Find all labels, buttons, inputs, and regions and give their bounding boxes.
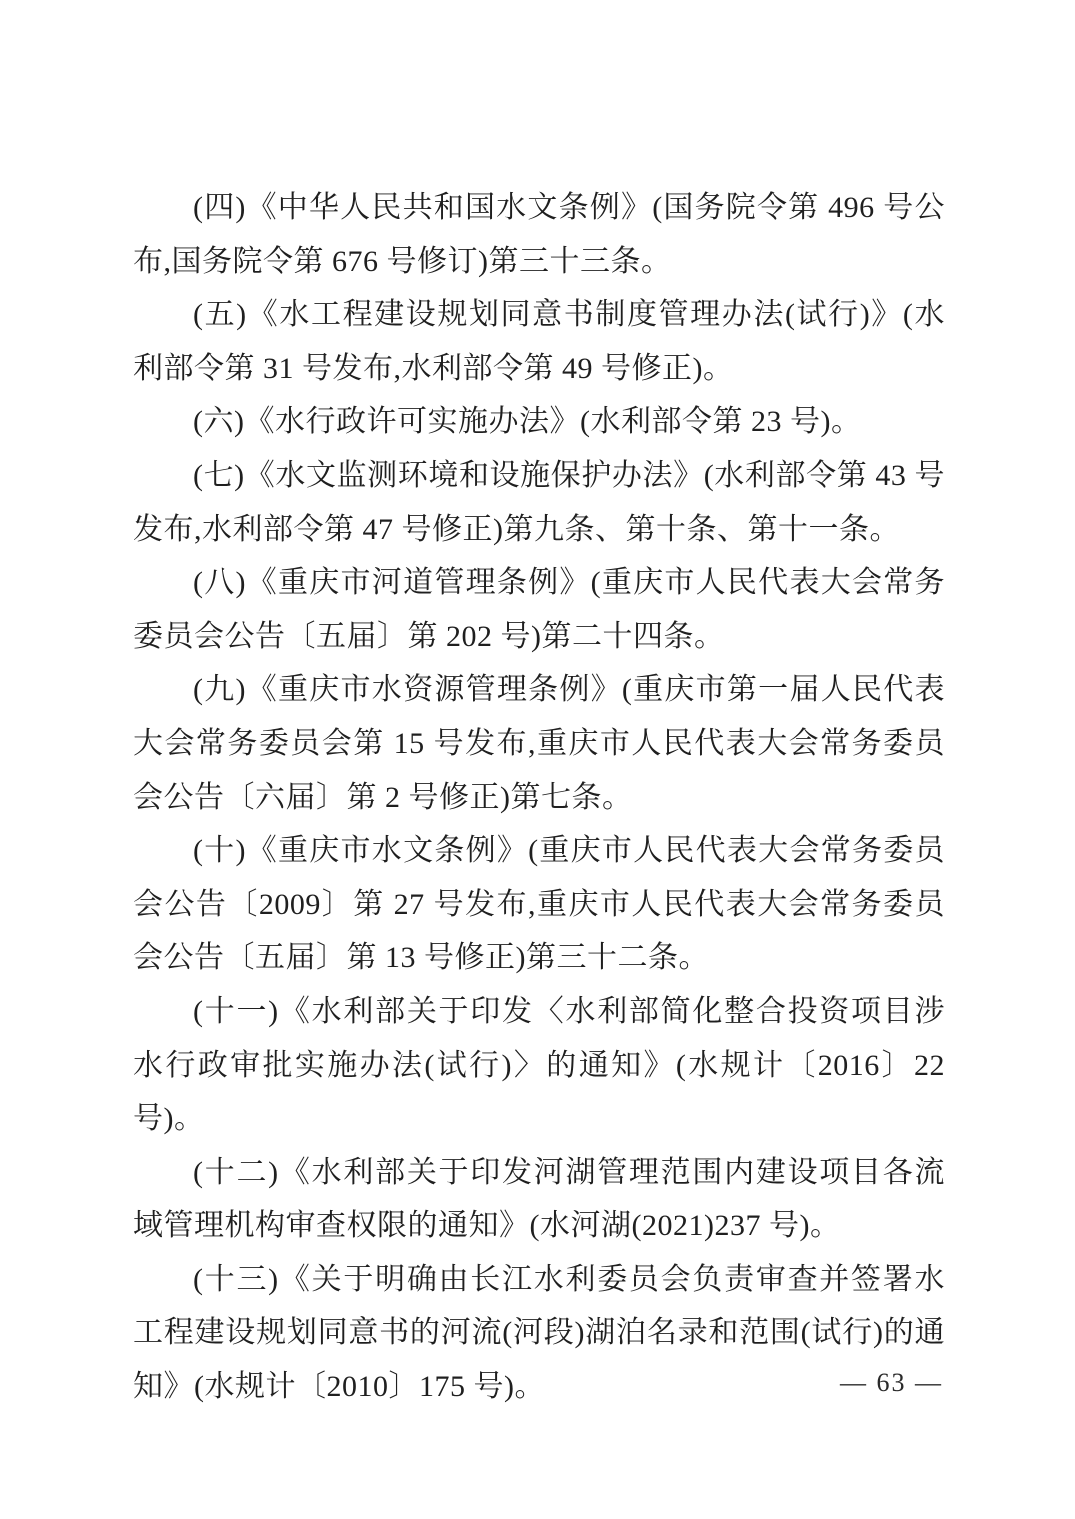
paragraph-item-1: (四)《中华人民共和国水文条例》(国务院令第 496 号公布,国务院令第 676 号修订)第三十三条。 <box>133 191 945 278</box>
paragraph-item-5: (八)《重庆市河道管理条例》(重庆市人民代表大会常务委员会公告〔五届〕第 202 号)第二十四条。 <box>133 566 945 653</box>
paragraph-item-9: (十二)《水利部关于印发河湖管理范围内建设项目各流域管理机构审查权限的通知》(水河湖(2021)237 号)。 <box>133 1155 945 1243</box>
paragraph-item-8: (十一)《水利部关于印发〈水利部简化整合投资项目涉水行政审批实施办法(试行)〉的通知》(水规计〔2016〕22 号)。 <box>133 994 945 1136</box>
paragraph-item-3: (六)《水行政许可实施办法》(水利部令第 23 号)。 <box>193 405 862 439</box>
paragraph-item-7: (十)《重庆市水文条例》(重庆市人民代表大会常务委员会公告〔2009〕第 27 号发布,重庆市人民代表大会常务委员会公告〔五届〕第 13 号修正)第三十二条。 <box>133 834 945 975</box>
page-number: — 63 — <box>840 1368 943 1397</box>
paragraph-item-10: (十三)《关于明确由长江水利委员会负责审查并签署水工程建设规划同意书的河流(河段)湖泊名录和范围(试行)的通知》(水规计〔2010〕175 号)。 <box>133 1262 945 1404</box>
paragraph-item-6: (九)《重庆市水资源管理条例》(重庆市第一届人民代表大会常务委员会第 15 号发布,重庆市人民代表大会常务委员会公告〔六届〕第 2 号修正)第七条。 <box>133 673 945 814</box>
page-footer <box>840 1363 943 1403</box>
document-body <box>133 181 945 1414</box>
paragraph-item-4: (七)《水文监测环境和设施保护办法》(水利部令第 43 号发布,水利部令第 47 号修正)第九条、第十条、第十一条。 <box>133 458 945 546</box>
paragraph-item-2: (五)《水工程建设规划同意书制度管理办法(试行)》(水利部令第 31 号发布,水利部令第 49 号修正)。 <box>133 298 945 385</box>
